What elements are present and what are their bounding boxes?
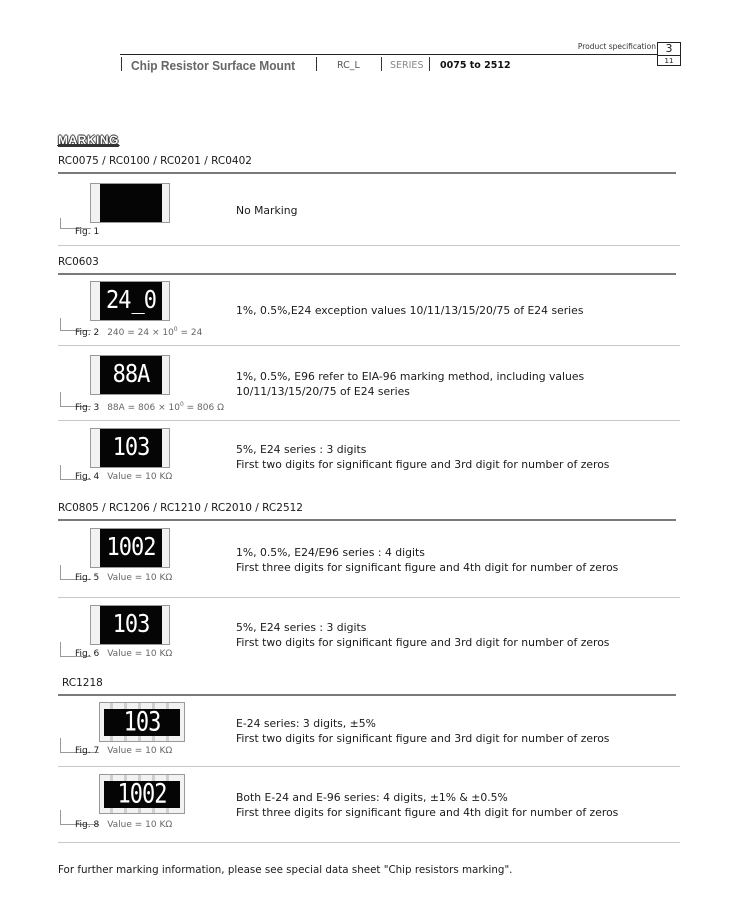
group-label: RC0805 / RC1206 / RC1210 / RC2010 / RC2512 xyxy=(58,502,303,514)
header-separator xyxy=(121,57,122,71)
marking-description: E-24 series: 3 digits, ±5% xyxy=(236,717,376,730)
figure-formula: Value = 10 KΩ xyxy=(107,820,173,830)
series-label: SERIES xyxy=(390,60,424,71)
figure-label: Fig. 1 xyxy=(75,227,100,237)
group-label: RC0075 / RC0100 / RC0201 / RC0402 xyxy=(58,155,252,167)
header-separator xyxy=(429,57,430,71)
marking-description: Both E-24 and E-96 series: 4 digits, ±1% & ±0.5% xyxy=(236,791,508,804)
footer-note: For further marking information, please see special data sheet "Chip resistors marking". xyxy=(58,864,513,876)
marking-description: 1%, 0.5%,E24 exception values 10/11/13/15/20/75 of E24 series xyxy=(236,304,584,317)
section-title: MARKING xyxy=(58,133,119,147)
formula-tail: = 24 xyxy=(177,328,203,338)
formula-tail: = 806 Ω xyxy=(183,403,224,413)
marking-code: 103 xyxy=(112,610,150,639)
row-divider xyxy=(58,597,680,598)
row-divider xyxy=(58,766,680,767)
figure-label xyxy=(75,746,172,756)
figure-label xyxy=(75,649,172,659)
marking-description-line2: First two digits for significant figure and 3rd digit for number of zeros xyxy=(236,732,610,745)
page-number: 3 xyxy=(665,42,673,55)
marking-description-line2: First two digits for significant figure and 3rd digit for number of zeros xyxy=(236,636,610,649)
marking-description: 5%, E24 series : 3 digits xyxy=(236,621,367,634)
row-divider xyxy=(58,420,680,421)
figure-number: Fig. 7 xyxy=(75,746,100,756)
figure-number: Fig. 2 xyxy=(75,328,100,338)
marking-code: 1002 xyxy=(106,533,156,562)
marking-code: 103 xyxy=(112,433,150,462)
resistor-figure xyxy=(99,702,185,742)
marking-description: 1%, 0.5%, E96 refer to EIA-96 marking method, including values xyxy=(236,370,585,383)
figure-formula xyxy=(107,328,202,338)
figure-formula: Value = 10 KΩ xyxy=(107,649,173,659)
product-type: RC_L xyxy=(337,60,360,71)
document-title: Chip Resistor Surface Mount xyxy=(131,58,296,73)
resistor-figure xyxy=(90,183,170,223)
figure-formula: Value = 10 KΩ xyxy=(107,472,173,482)
figure-formula xyxy=(107,403,224,413)
figure-label xyxy=(75,326,202,338)
resistor-figure xyxy=(90,528,170,568)
figure-number: Fig. 3 xyxy=(75,403,100,413)
marking-description-line2: First three digits for significant figure and 4th digit for number of zeros xyxy=(236,806,619,819)
marking-description-line2: 10/11/13/15/20/75 of E24 series xyxy=(236,385,410,398)
group-label: RC0603 xyxy=(58,256,99,268)
figure-label xyxy=(75,472,172,482)
formula-exponent: 0 xyxy=(173,326,178,333)
marking-description: 1%, 0.5%, E24/E96 series : 4 digits xyxy=(236,546,425,559)
resistor-figure xyxy=(90,428,170,468)
product-specification-label: Product specification xyxy=(577,42,656,51)
figure-formula: Value = 10 KΩ xyxy=(107,573,173,583)
marking-description-line2: First two digits for significant figure and 3rd digit for number of zeros xyxy=(236,458,610,471)
size-range: 0075 to 2512 xyxy=(440,60,511,71)
formula-exponent: 0 xyxy=(179,401,184,408)
group-rule xyxy=(58,172,676,174)
formula-base: 88A = 806 × 10 xyxy=(107,403,180,413)
figure-label xyxy=(75,401,224,413)
marking-code: 24̲0 xyxy=(106,286,156,315)
total-pages: 11 xyxy=(664,57,674,65)
figure-label xyxy=(75,573,172,583)
marking-description: No Marking xyxy=(236,204,298,217)
figure-number: Fig. 8 xyxy=(75,820,100,830)
group-rule xyxy=(58,273,676,275)
group-label: RC1218 xyxy=(62,677,103,689)
row-divider xyxy=(58,345,680,346)
marking-description-line2: First three digits for significant figure and 4th digit for number of zeros xyxy=(236,561,619,574)
figure-number: Fig. 5 xyxy=(75,573,100,583)
resistor-figure xyxy=(90,281,170,321)
row-divider xyxy=(58,245,680,246)
resistor-figure xyxy=(90,605,170,645)
figure-label xyxy=(75,820,172,830)
row-divider xyxy=(58,842,680,843)
marking-code: 103 xyxy=(123,707,161,738)
marking-description: 5%, E24 series : 3 digits xyxy=(236,443,367,456)
resistor-figure xyxy=(99,774,185,814)
group-rule xyxy=(58,519,676,521)
figure-number: Fig. 4 xyxy=(75,472,100,482)
header-rule xyxy=(120,54,657,55)
figure-number: Fig. 6 xyxy=(75,649,100,659)
figure-formula: Value = 10 KΩ xyxy=(107,746,173,756)
resistor-figure xyxy=(90,355,170,395)
header-separator xyxy=(381,57,382,71)
header-separator xyxy=(316,57,317,71)
marking-code: 1002 xyxy=(117,779,167,810)
marking-code: 88A xyxy=(112,360,150,389)
resistor-body xyxy=(100,184,162,222)
group-rule xyxy=(58,694,676,696)
formula-base: 240 = 24 × 10 xyxy=(107,328,174,338)
